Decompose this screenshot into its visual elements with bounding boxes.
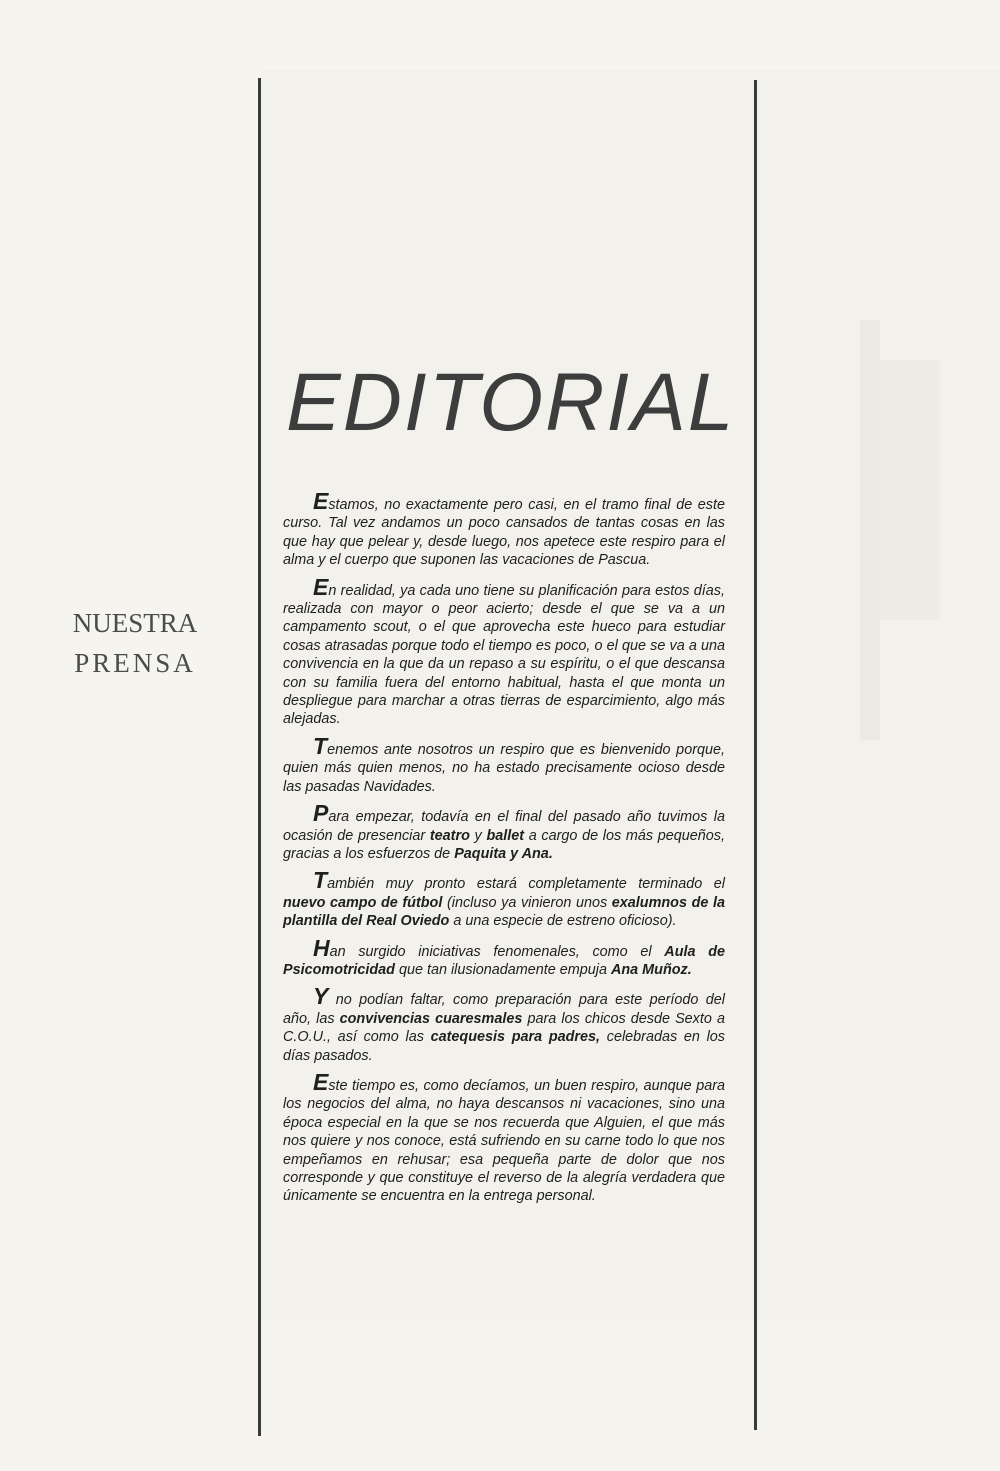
column-rule-right — [754, 80, 757, 1430]
paragraph-text: a cargo de los más pequeños, gracias a los esfuerzos de — [283, 827, 725, 862]
paragraph — [283, 867, 725, 930]
bold-text: Ana Muñoz. — [610, 961, 692, 978]
paragraph — [283, 1068, 725, 1206]
bold-text: Aula de Psicomotricidad — [283, 943, 725, 978]
bold-text: catequesis para padres, — [430, 1029, 601, 1046]
paragraph-text: enemos ante nosotros un respiro que es bienvenido porque, quien más quien menos, no ha estado precisamente ocioso desde las pasadas Navidades. — [283, 741, 725, 795]
drop-cap: H — [313, 934, 330, 961]
drop-cap: E — [313, 488, 329, 514]
editorial-title: EDITORIAL — [286, 357, 736, 448]
section-label-line1: NUESTRA — [72, 608, 198, 638]
paragraph-text: ste tiempo es, como decíamos, un buen respiro, aunque para los negocios del alma, no haya descansos ni vacaciones, sino una época especial en la que se nos recuerda que Alguien, el que más nos quiere y nos conoce, está sufriendo en su carne todo lo que nos empeñamos en rehusar; esa pequeña parte de dolor que nos corresponde y que constituye el reverso de la alegría verdadera que únicamente se encuentra en la entrega personal. — [283, 1077, 725, 1205]
show-through-image — [860, 320, 880, 740]
editorial-body — [283, 488, 725, 1216]
paragraph — [283, 488, 725, 570]
paragraph — [283, 983, 725, 1065]
paragraph-text: no podían faltar, como preparación para este período del año, las — [283, 992, 725, 1027]
section-label — [40, 603, 230, 683]
bold-text: nuevo campo de fútbol — [283, 894, 443, 911]
section-label-line2: PRENSA — [74, 648, 196, 678]
paragraph-text: para los chicos desde Sexto a C.O.U., así como las — [283, 1010, 725, 1046]
drop-cap: E — [313, 1068, 329, 1095]
paragraph-text: ambién muy pronto estará completamente terminado el — [327, 876, 725, 893]
paragraph-text: (incluso ya vinieron unos — [442, 894, 612, 911]
bold-text: Paquita y Ana. — [454, 845, 553, 862]
show-through-image-2 — [880, 360, 940, 620]
paragraph — [283, 732, 725, 796]
paragraph-text: an surgido iniciativas fenomenales, como el — [329, 943, 665, 960]
bold-text: teatro — [429, 827, 470, 844]
paragraph-text: a una especie de estreno oficioso). — [449, 913, 677, 930]
paragraph — [283, 573, 725, 729]
drop-cap: T — [313, 732, 328, 759]
paragraph-text: que tan ilusionadamente empuja — [394, 961, 611, 978]
drop-cap: Y — [313, 983, 329, 1010]
column-rule-left — [258, 78, 261, 1436]
bold-text: exalumnos de la plantilla del Real Oviedo — [283, 894, 725, 930]
paragraph-text: n realidad, ya cada uno tiene su planificación para estos días, realizada con mayor o peor acierto; desde el que se va a un campamento scout, o el que aprovecha este hueco para estudiar cosas atrasadas porque todo el tiempo es poco, o el que se va a una convivencia en la que da un repaso a su espíritu, o el que descansa con su familia fuera del entorno habitual, hasta el que monta un despliegue para marchar a otras tierras de esparcimiento, algo más alejadas. — [283, 582, 725, 728]
bold-text: convivencias cuaresmales — [339, 1010, 523, 1027]
paragraph-text: y — [469, 827, 487, 844]
drop-cap: P — [313, 800, 329, 827]
drop-cap: T — [313, 867, 328, 894]
paragraph — [283, 800, 725, 863]
drop-cap: E — [313, 573, 329, 600]
bold-text: ballet — [486, 827, 525, 844]
paragraph — [283, 934, 725, 980]
paragraph-text: stamos, no exactamente pero casi, en el tramo final de este curso. Tal vez andamos un poco cansados de tantas cosas en las que hay que pelear y, desde luego, nos apetece este respiro para el alma y el cuerpo que suponen las vacaciones de Pascua. — [283, 497, 725, 569]
paragraph-text: ara empezar, todavía en el final del pasado año tuvimos la ocasión de presenciar — [283, 809, 725, 844]
paragraph-text: celebradas en los días pasados. — [283, 1029, 725, 1064]
